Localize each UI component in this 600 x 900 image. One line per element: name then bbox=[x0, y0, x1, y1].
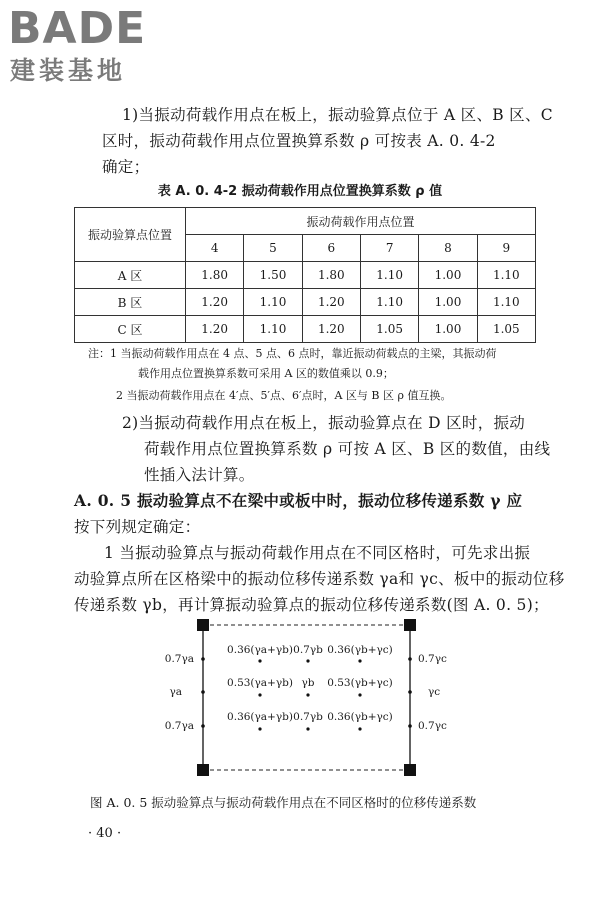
table-row bbox=[75, 289, 536, 316]
grid-label: 0.36(γa+γb) bbox=[227, 711, 293, 723]
grid-label: 0.53(γa+γb) bbox=[227, 677, 293, 689]
column-header: 5 bbox=[244, 235, 302, 262]
figure-caption: 图 A. 0. 5 振动验算点与振动荷载作用点在不同区格时的位移传递系数 bbox=[90, 795, 477, 810]
table-row bbox=[75, 262, 536, 289]
point-dot bbox=[306, 727, 309, 730]
bade-logo bbox=[8, 4, 178, 88]
table-cell: 1.10 bbox=[244, 316, 302, 343]
logo-subtitle: 建装基地 bbox=[10, 56, 127, 85]
grid-label: 0.7γb bbox=[293, 644, 323, 656]
point-dot bbox=[258, 727, 261, 730]
note-1b: 载作用点位置换算系数可采用 A 区的数值乘以 0.9； bbox=[138, 367, 394, 380]
grid-label: γb bbox=[301, 677, 315, 689]
left-label: 0.7γa bbox=[164, 653, 194, 665]
table-cell: 1.10 bbox=[360, 289, 418, 316]
group-header-cell: 振动荷载作用点位置 bbox=[186, 208, 536, 235]
note-2: 2 当振动荷载作用点在 4′点、5′点、6′点时，A 区与 B 区 ρ 值互换。 bbox=[116, 389, 452, 402]
page-number: · 40 · bbox=[88, 826, 122, 841]
column-header: 7 bbox=[360, 235, 418, 262]
point-dot bbox=[358, 659, 361, 662]
grid-label: 0.53(γb+γc) bbox=[327, 677, 393, 689]
point-dot bbox=[201, 657, 205, 661]
table-cell: 1.20 bbox=[302, 289, 360, 316]
table-cell: 1.05 bbox=[360, 316, 418, 343]
table-cell: 1.10 bbox=[477, 289, 535, 316]
table-cell: 1.20 bbox=[302, 316, 360, 343]
rule1-line3: 传递系数 γb，再计算振动验算点的振动位移传递系数(图 A. 0. 5)； bbox=[74, 596, 549, 614]
table-cell: 1.10 bbox=[244, 289, 302, 316]
column-header: 4 bbox=[186, 235, 244, 262]
table-cell: 1.20 bbox=[186, 316, 244, 343]
item1-line2: 区时，振动荷载作用点位置换算系数 ρ 可按表 A. 0. 4-2 bbox=[102, 132, 496, 150]
table-cell: 1.50 bbox=[244, 262, 302, 289]
point-dot bbox=[201, 690, 205, 694]
row-label: A 区 bbox=[75, 262, 186, 289]
item2-line1: 2)当振动荷载作用点在板上，振动验算点在 D 区时，振动 bbox=[122, 414, 526, 432]
logo-wordmark: BADE bbox=[8, 3, 147, 54]
point-dot bbox=[306, 659, 309, 662]
point-dot bbox=[258, 659, 261, 662]
table-cell: 1.20 bbox=[186, 289, 244, 316]
column-square bbox=[404, 619, 416, 631]
point-dot bbox=[258, 693, 261, 696]
point-dot bbox=[358, 693, 361, 696]
table-cell: 1.10 bbox=[477, 262, 535, 289]
grid-label: 0.36(γa+γb) bbox=[227, 644, 293, 656]
right-label: 0.7γc bbox=[418, 653, 447, 665]
clause-a05-line2: 按下列规定确定： bbox=[74, 518, 201, 536]
item2-line3: 性插入法计算。 bbox=[144, 466, 255, 484]
point-dot bbox=[408, 690, 412, 694]
column-square bbox=[197, 764, 209, 776]
point-dot bbox=[358, 727, 361, 730]
table-cell: 1.00 bbox=[419, 316, 477, 343]
table-cell: 1.80 bbox=[302, 262, 360, 289]
clause-a05-line1: A. 0. 5 振动验算点不在梁中或板中时，振动位移传递系数 γ 应 bbox=[74, 491, 523, 510]
table-cell: 1.00 bbox=[419, 262, 477, 289]
note-1a: 注：1 当振动荷载作用点在 4 点、5 点、6 点时，靠近振动荷载点的主梁，其振动荷 bbox=[88, 347, 497, 360]
item1-line1: 1)当振动荷载作用点在板上，振动验算点位于 A 区、B 区、C bbox=[122, 106, 553, 124]
grid-label: 0.7γb bbox=[293, 711, 323, 723]
column-header: 9 bbox=[477, 235, 535, 262]
point-dot bbox=[408, 724, 412, 728]
table-cell: 1.80 bbox=[186, 262, 244, 289]
row-label: C 区 bbox=[75, 316, 186, 343]
table-cell: 1.00 bbox=[419, 289, 477, 316]
table-cell: 1.05 bbox=[477, 316, 535, 343]
left-label: γa bbox=[169, 686, 182, 698]
table-cell: 1.10 bbox=[360, 262, 418, 289]
column-square bbox=[197, 619, 209, 631]
column-header: 8 bbox=[419, 235, 477, 262]
point-dot bbox=[408, 657, 412, 661]
table-caption: 表 A. 0. 4-2 振动荷载作用点位置换算系数 ρ 值 bbox=[157, 184, 443, 199]
item1-line3: 确定； bbox=[102, 158, 150, 176]
row-header-cell: 振动验算点位置 bbox=[75, 208, 186, 262]
right-label: 0.7γc bbox=[418, 720, 447, 732]
rule1-line2: 动验算点所在区格梁中的振动位移传递系数 γa和 γc、板中的振动位移 bbox=[74, 570, 565, 588]
column-square bbox=[404, 764, 416, 776]
rule1-line1: 1 当振动验算点与振动荷载作用点在不同区格时，可先求出振 bbox=[104, 544, 531, 562]
rho-table bbox=[74, 207, 536, 343]
row-label: B 区 bbox=[75, 289, 186, 316]
figure-a05 bbox=[150, 615, 450, 780]
point-dot bbox=[201, 724, 205, 728]
left-label: 0.7γa bbox=[164, 720, 194, 732]
grid-label: 0.36(γb+γc) bbox=[327, 644, 393, 656]
item2-line2: 荷载作用点位置换算系数 ρ 可按 A 区、B 区的数值，由线 bbox=[144, 440, 551, 458]
point-dot bbox=[306, 693, 309, 696]
column-header: 6 bbox=[302, 235, 360, 262]
table-row bbox=[75, 316, 536, 343]
right-label: γc bbox=[428, 686, 441, 698]
grid-label: 0.36(γb+γc) bbox=[327, 711, 393, 723]
